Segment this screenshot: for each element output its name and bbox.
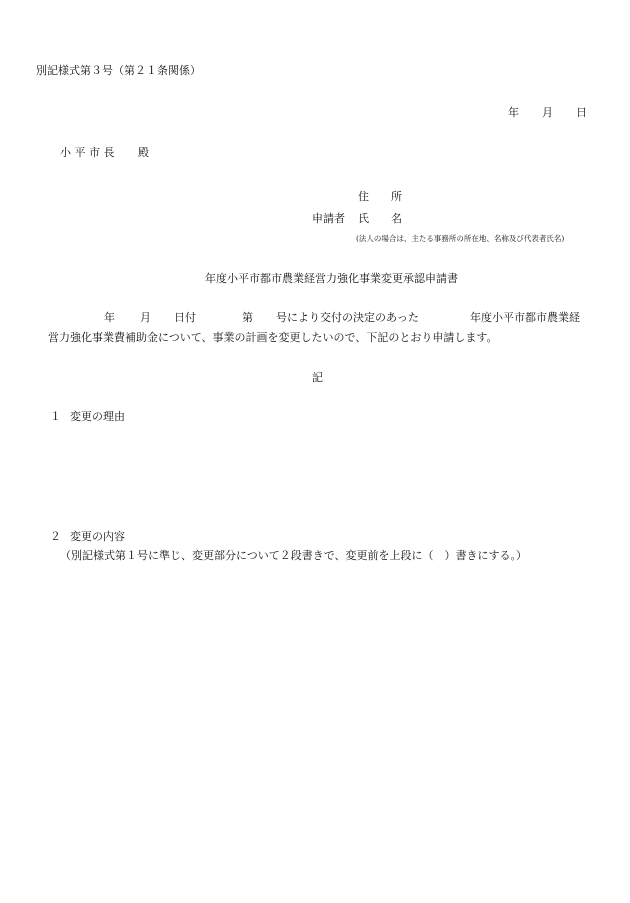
- addressee-honorific: 殿: [138, 146, 149, 159]
- applicant-role-label: 申請者: [312, 212, 345, 225]
- applicant-note: (法人の場合は、主たる事務所の所在地、名称及び代表者氏名): [356, 234, 565, 243]
- date-day-label: 日: [576, 106, 587, 119]
- section-2-label: 変更の内容: [70, 530, 125, 543]
- date-year-label: 年: [508, 106, 519, 119]
- body-month-label: 月: [140, 311, 151, 324]
- body-number-prefix: 第: [242, 311, 253, 324]
- body-line1-tail: 年度小平市都市農業経: [470, 311, 580, 324]
- body-day-label: 日付: [174, 311, 196, 324]
- addressee-name: 小 平 市 長: [60, 146, 115, 159]
- section-1-number: １: [50, 410, 61, 423]
- body-line1-text: 号により交付の決定のあった: [276, 311, 419, 324]
- section-2-note: （別記様式第１号に準じ、変更部分について２段書きで、変更前を上段に（ ）書きにする。）: [60, 549, 528, 562]
- form-number: 別記様式第３号（第２１条関係）: [36, 64, 201, 77]
- body-year-label: 年: [104, 311, 115, 324]
- applicant-address-label: 住 所: [358, 190, 402, 203]
- date-month-label: 月: [542, 106, 553, 119]
- body-line2: 営力強化事業費補助金について、事業の計画を変更したいので、下記のとおり申請します。: [48, 331, 498, 344]
- section-2-number: ２: [50, 530, 61, 543]
- ki-heading: 記: [312, 371, 323, 384]
- applicant-name-label: 氏 名: [358, 212, 402, 225]
- section-1-label: 変更の理由: [70, 410, 125, 423]
- document-title: 年度小平市都市農業経営力強化事業変更承認申請書: [205, 272, 458, 285]
